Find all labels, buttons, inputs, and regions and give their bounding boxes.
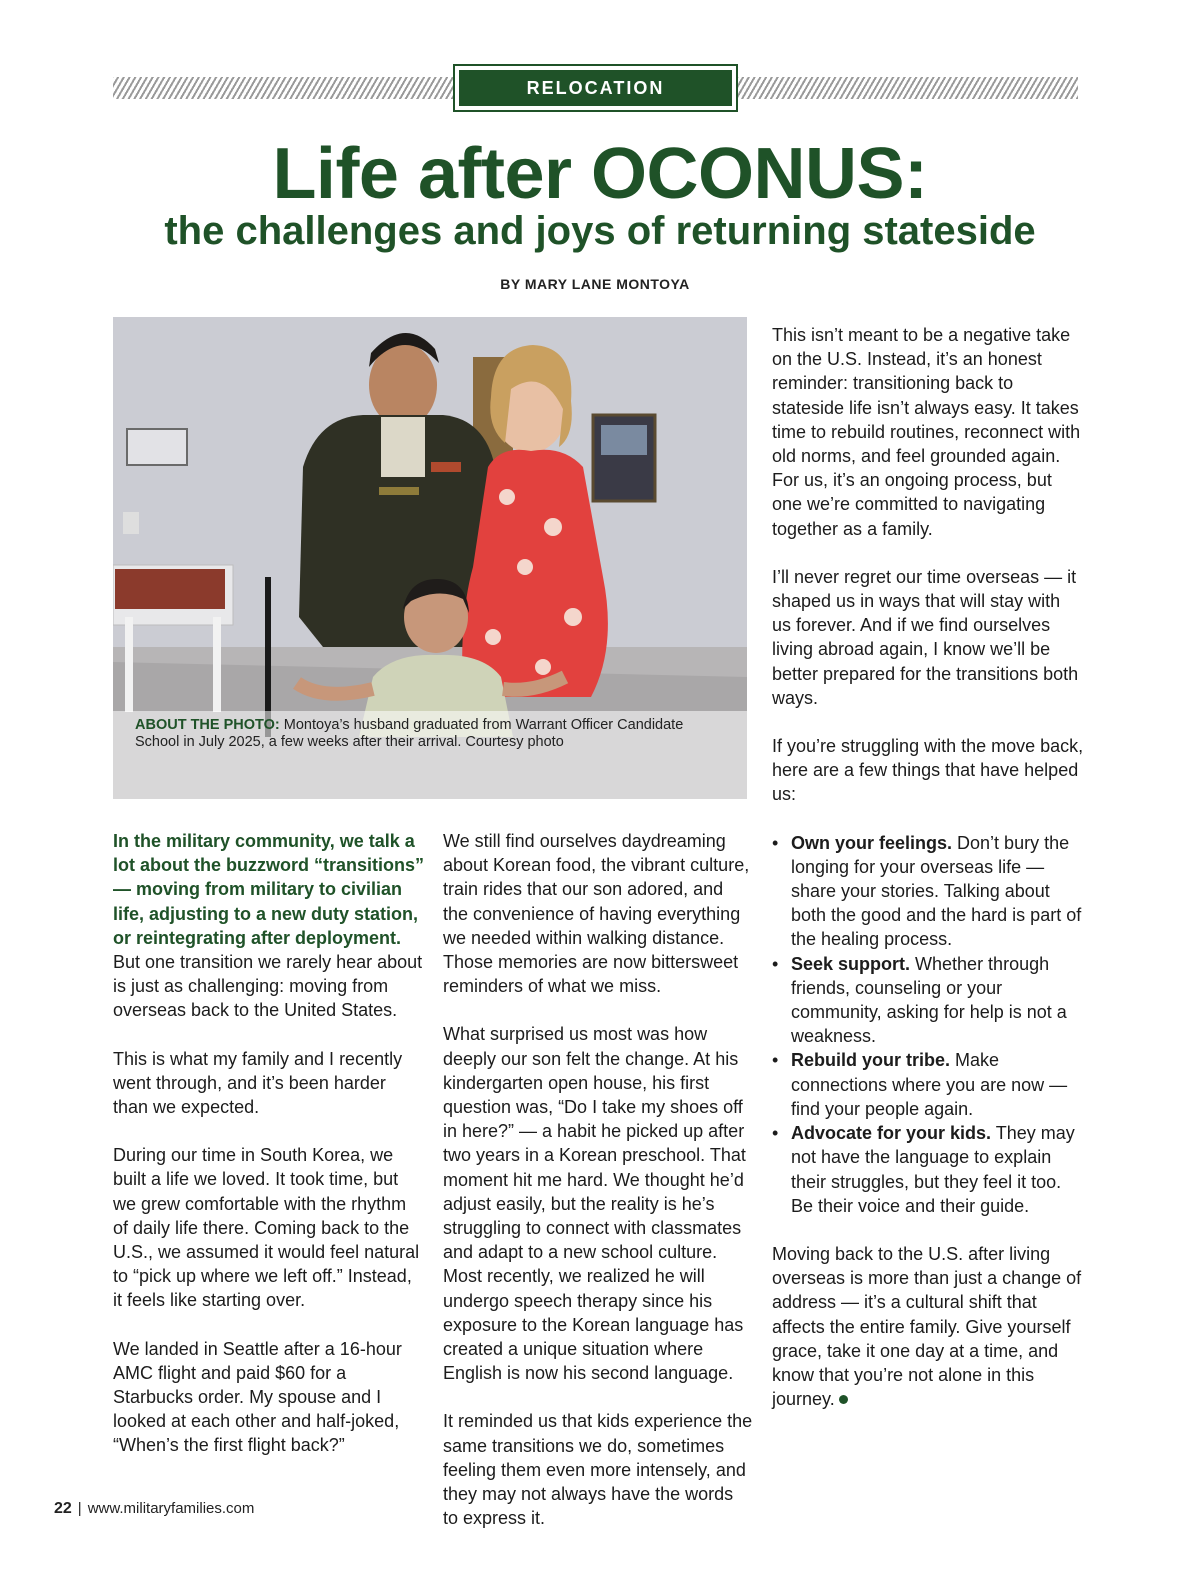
section-header: [113, 64, 1078, 112]
footer-url[interactable]: www.militaryfamilies.com: [87, 1500, 255, 1517]
paragraph: It reminded us that kids experience the same transitions we do, sometimes feeling them even more intensely, and they may not always have the words to express it.: [443, 1411, 753, 1529]
tip-text: Don’t bury the longing for your overseas life — share your stories. Talking about both the good and the hard is part of the healing process.: [791, 832, 1082, 950]
article-column-2: [443, 829, 753, 1554]
article-subtitle: the challenges and joys of returning stateside: [164, 209, 1036, 253]
paragraph: We landed in Seattle after a 16-hour AMC flight and paid $60 for a Starbucks order. My spouse and I looked at each other and half-joked, “When’s the first flight back?”: [113, 1338, 402, 1456]
caption-label: ABOUT THE PHOTO:: [135, 717, 280, 733]
tip-item: [772, 1121, 1084, 1218]
section-label: RELOCATION: [457, 68, 734, 108]
article-column-3: [772, 323, 1084, 1435]
tip-text: Make connections where you are now — find your people again.: [791, 1050, 1068, 1119]
page-number: 22: [54, 1500, 72, 1517]
article-title: Life after OCONUS:: [272, 134, 928, 214]
tip-item: [772, 952, 1084, 1049]
tip-item: [772, 831, 1084, 952]
tip-title: Rebuild your tribe.: [791, 1050, 951, 1071]
photo-caption: [113, 711, 747, 799]
section-tag: [453, 64, 738, 112]
tips-list: [772, 831, 1084, 1218]
paragraph: I’ll never regret our time overseas — it shaped us in ways that will stay with us forever. And if we find ourselves living abroad again, I know we’ll be better prepared for the transitions both ways.: [772, 566, 1079, 708]
hatch-rule-right: [738, 77, 1078, 99]
paragraph: We still find ourselves daydreaming about Korean food, the vibrant culture, train rides that our son adored, and the convenience of having everything we needed within walking distance. Those memories are now bittersweet reminders of what we miss.: [443, 831, 750, 997]
paragraph-intro: [113, 829, 425, 1023]
page-footer: [54, 1500, 254, 1518]
paragraph: This isn’t meant to be a negative take on the U.S. Instead, it’s an honest reminder: transitioning back to stateside life isn’t always easy. It takes time to rebuild routines, reconnect with old norms, and feel grounded again. For us, it’s an ongoing process, but one we’re committed to navigating together as a family.: [772, 325, 1081, 539]
tip-title: Own your feelings.: [791, 832, 953, 853]
paragraph: This is what my family and I recently went through, and it’s been harder than we expected.: [113, 1048, 403, 1118]
footer-separator: |: [77, 1500, 82, 1517]
intro-rest: But one transition we rarely hear about is just as challenging: moving from overseas back to the United States.: [113, 952, 423, 1021]
lede: In the military community, we talk a lot about the buzzword “transitions” — moving from military to civilian life, adjusting to a new duty station, or reintegrating after deployment.: [113, 831, 424, 948]
tip-title: Advocate for your kids.: [791, 1123, 992, 1144]
tip-item: [772, 1048, 1084, 1121]
byline: BY MARY LANE MONTOYA: [500, 276, 690, 292]
hatch-rule-left: [113, 77, 453, 99]
paragraph: What surprised us most was how deeply our son felt the change. At his kindergarten open house, his first question was, “Do I take my shoes off in here?” — a habit he picked up after two years in a Korean preschool. That moment hit me hard. We thought he’d adjust easily, but the reality is he’s struggling to connect with classmates and adapt to a new school culture. Most recently, we realized he will undergo speech therapy since his exposure to the Korean language has created a unique situation where English is now his second language.: [443, 1024, 746, 1384]
end-mark-icon: [839, 1395, 848, 1404]
paragraph-closing: [772, 1242, 1084, 1411]
tip-text: Whether through friends, counseling or your community, asking for help is not a weakness.: [791, 953, 1067, 1047]
paragraph: During our time in South Korea, we built a life we loved. It took time, but we grew comfortable with the rhythm of daily life there. Coming back to the U.S., we assumed it would feel natural to “pick up where we left off.” Instead, it feels like starting over.: [113, 1145, 420, 1311]
article-photo: [113, 317, 747, 799]
closing-text: Moving back to the U.S. after living overseas is more than just a change of address — it’s a cultural shift that affects the entire family. Give yourself grace, take it one day at a time, and know that you’re not alone in this journey.: [772, 1243, 1082, 1410]
tip-title: Seek support.: [791, 953, 911, 974]
paragraph: If you’re struggling with the move back, here are a few things that have helped us:: [772, 736, 1084, 805]
caption-text: Montoya’s husband graduated from Warrant Officer Candidate School in July 2025, a few weeks after their arrival. Courtesy photo: [135, 717, 684, 750]
tip-text: They may not have the language to explain their struggles, but they feel it too. Be their voice and their guide.: [791, 1123, 1075, 1216]
article-column-1: [113, 829, 425, 1482]
